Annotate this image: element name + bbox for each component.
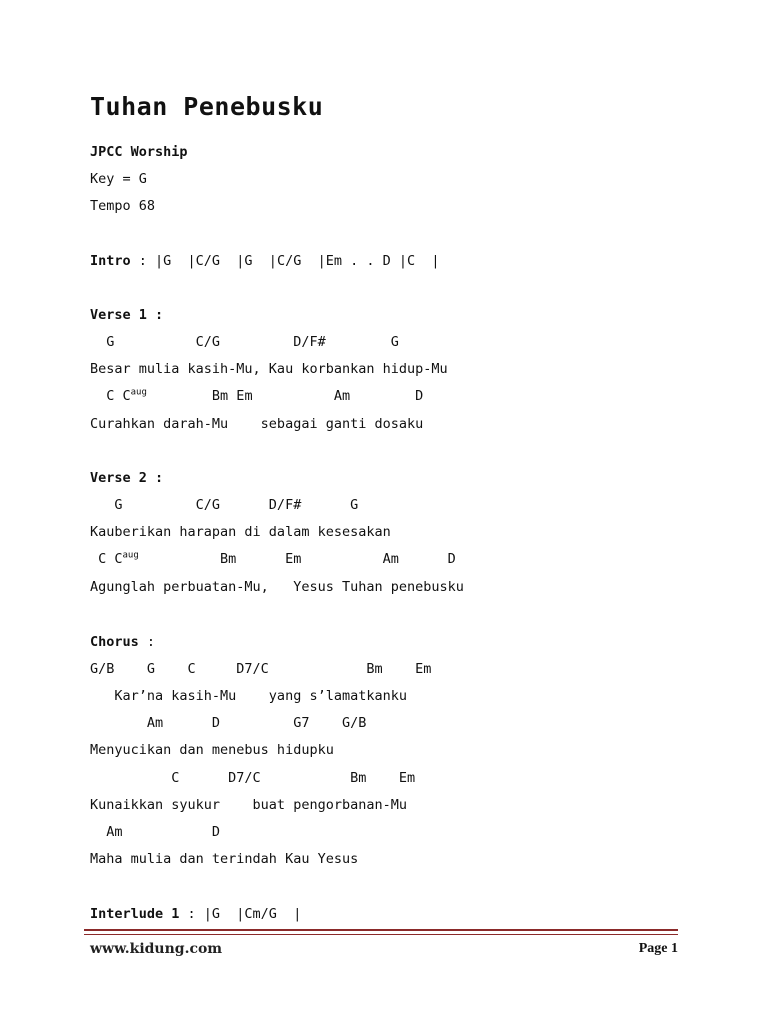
verse2-chords-2b: Bm Em Am D xyxy=(138,551,456,567)
verse2-chords-2a: C C xyxy=(90,551,123,567)
song-tempo: Tempo 68 xyxy=(90,198,156,214)
chorus-label-suffix: : xyxy=(138,634,156,650)
interlude-label: Interlude 1 xyxy=(90,906,180,922)
intro-chords: : |G |C/G |G |C/G |Em . . D |C | xyxy=(130,253,440,269)
footer-page-number: Page 1 xyxy=(638,941,678,956)
verse1-lyric-1: Besar mulia kasih-Mu, Kau korbankan hidup-Mu xyxy=(90,361,448,377)
intro-label: Intro xyxy=(90,253,131,269)
chorus-lyric-3: Kunaikkan syukur buat pengorbanan-Mu xyxy=(90,797,407,813)
verse2-label: Verse 2 : xyxy=(90,470,164,486)
footer-divider-thin xyxy=(84,934,678,935)
verse1-chords-2b: Bm Em Am D xyxy=(146,388,424,404)
chorus-label-line xyxy=(90,633,155,651)
song-title: Tuhan Penebusku xyxy=(90,92,324,121)
chorus-chords-2: Am D G7 G/B xyxy=(90,715,367,731)
verse1-lyric-2: Curahkan darah-Mu sebagai ganti dosaku xyxy=(90,416,424,432)
interlude-chords: : |G |Cm/G | xyxy=(179,906,302,922)
verse1-label: Verse 1 : xyxy=(90,307,164,323)
chorus-chords-3: C D7/C Bm Em xyxy=(90,770,416,786)
chorus-label: Chorus xyxy=(90,634,139,650)
chorus-lyric-2: Menyucikan dan menebus hidupku xyxy=(90,742,334,758)
verse1-chords-1: G C/G D/F# G xyxy=(90,334,399,350)
verse1-chords-2a: C C xyxy=(90,388,131,404)
verse2-chords-1: G C/G D/F# G xyxy=(90,497,359,513)
footer-website: www.kidung.com xyxy=(90,941,223,957)
verse2-lyric-2: Agunglah perbuatan-Mu, Yesus Tuhan penebusku xyxy=(90,579,464,595)
aug-superscript: aug xyxy=(122,550,139,561)
chorus-chords-4: Am D xyxy=(90,824,221,840)
footer-divider xyxy=(84,929,678,931)
chorus-chords-1: G/B G C D7/C Bm Em xyxy=(90,661,432,677)
verse1-chords-2 xyxy=(90,387,423,405)
chorus-lyric-4: Maha mulia dan terindah Kau Yesus xyxy=(90,851,359,867)
chorus-lyric-1: Kar’na kasih-Mu yang s’lamatkanku xyxy=(90,688,407,704)
interlude-line xyxy=(90,905,301,923)
verse2-chords-2 xyxy=(90,550,456,568)
aug-superscript: aug xyxy=(130,387,147,398)
verse2-lyric-1: Kauberikan harapan di dalam kesesakan xyxy=(90,524,391,540)
artist-name: JPCC Worship xyxy=(90,144,188,160)
intro-line xyxy=(90,252,440,270)
song-key: Key = G xyxy=(90,171,147,187)
